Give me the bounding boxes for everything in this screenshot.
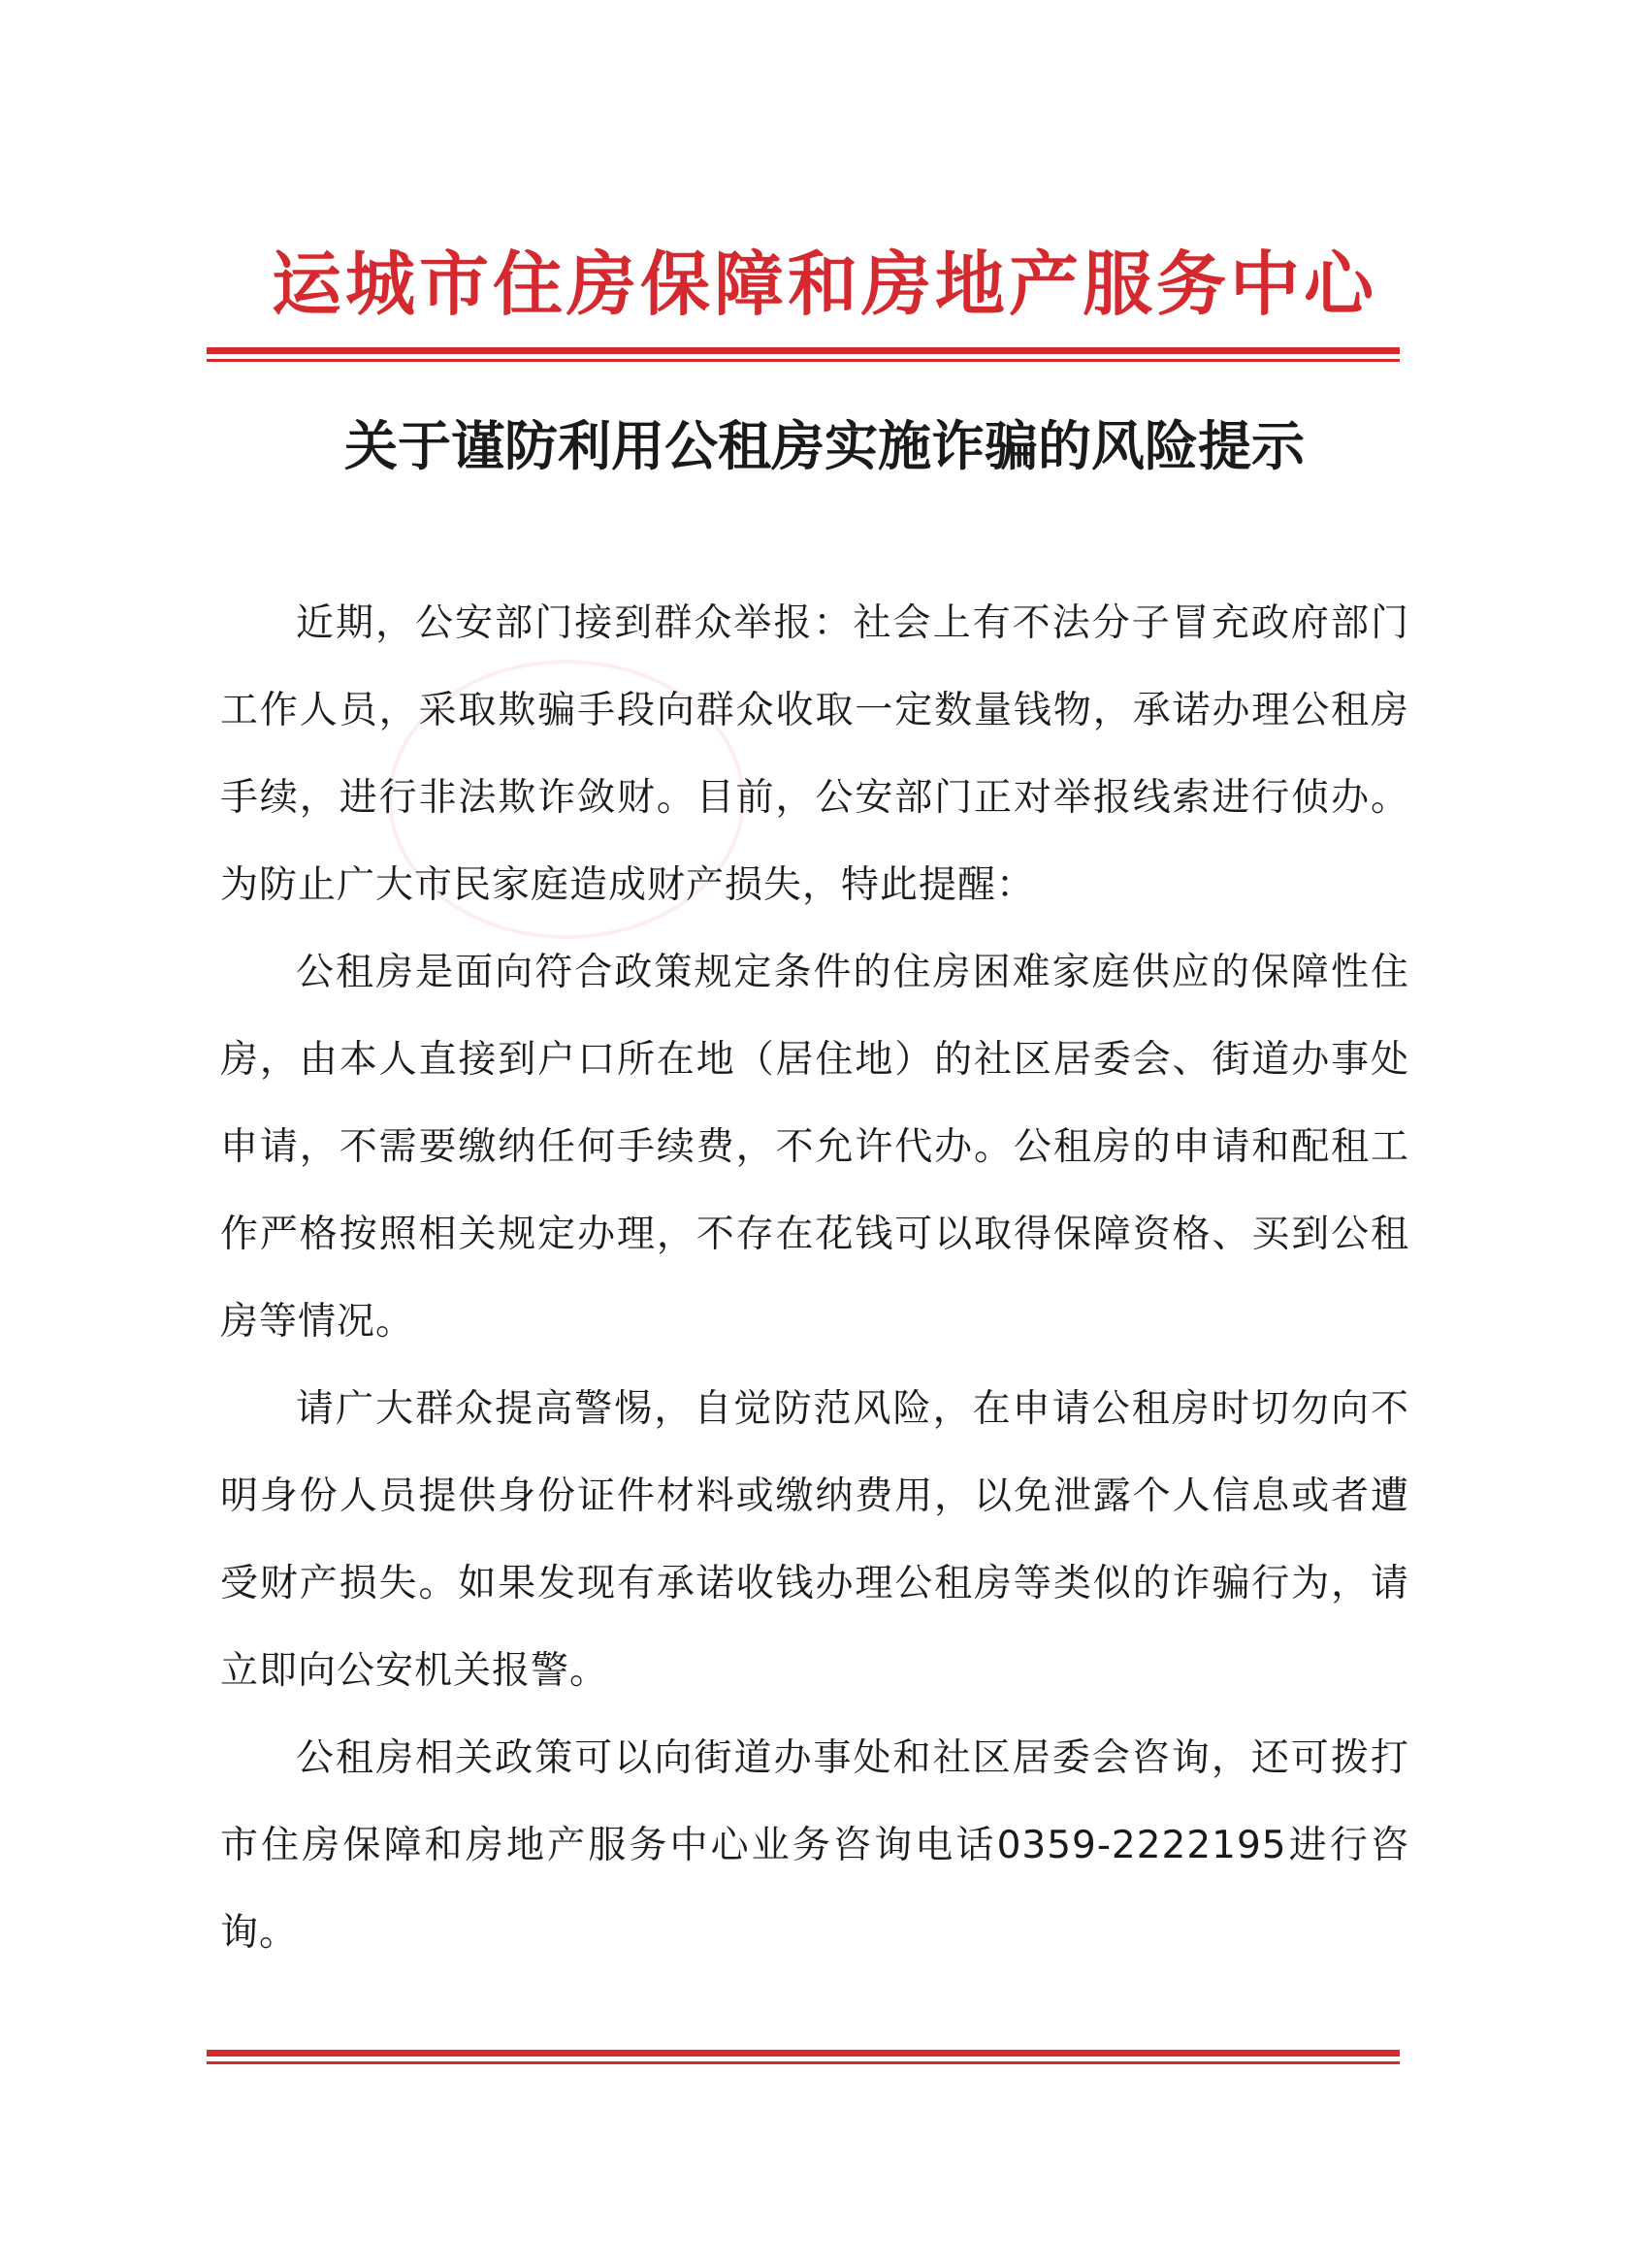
document-body	[220, 580, 1409, 1977]
paragraph-public-housing-policy: 公租房是面向符合政策规定条件的住房困难家庭供应的保障性住房，由本人直接到户口所在地（居住地）的社区居委会、街道办事处申请，不需要缴纳任何手续费，不允许代办。公租房的申请和配租工作严格按照相关规定办理，不存在花钱可以取得保障资格、买到公租房等情况。	[220, 951, 1409, 1344]
paragraph-fraud-report: 近期，公安部门接到群众举报：社会上有不法分子冒充政府部门工作人员，采取欺骗手段向群众收取一定数量钱物，承诺办理公租房手续，进行非法欺诈敛财。目前，公安部门正对举报线索进行侦办。为防止广大市民家庭造成财产损失，特此提醒：	[220, 601, 1409, 907]
footer-divider-thin-line	[207, 2061, 1400, 2064]
footer-divider	[207, 2050, 1400, 2064]
paragraph-warning-advice: 请广大群众提高警惕，自觉防范风险，在申请公租房时切勿向不明身份人员提供身份证件材料或缴纳费用，以免泄露个人信息或者遭受财产损失。如果发现有承诺收钱办理公租房等类似的诈骗行为，请立即向公安机关报警。	[220, 1387, 1409, 1693]
header-divider-thick-line	[207, 347, 1400, 354]
document-title: 关于谨防利用公租房实施诈骗的风险提示	[343, 414, 1305, 477]
footer-divider-thick-line	[207, 2050, 1400, 2057]
paragraph-contact-info: 公租房相关政策可以向街道办事处和社区居委会咨询，还可拨打市住房保障和房地产服务中心业务咨询电话0359-2222195进行咨询。	[220, 1736, 1409, 1955]
header-divider	[207, 347, 1400, 362]
organization-header: 运城市住房保障和房地产服务中心	[271, 243, 1377, 325]
header-divider-thin-line	[207, 359, 1400, 362]
